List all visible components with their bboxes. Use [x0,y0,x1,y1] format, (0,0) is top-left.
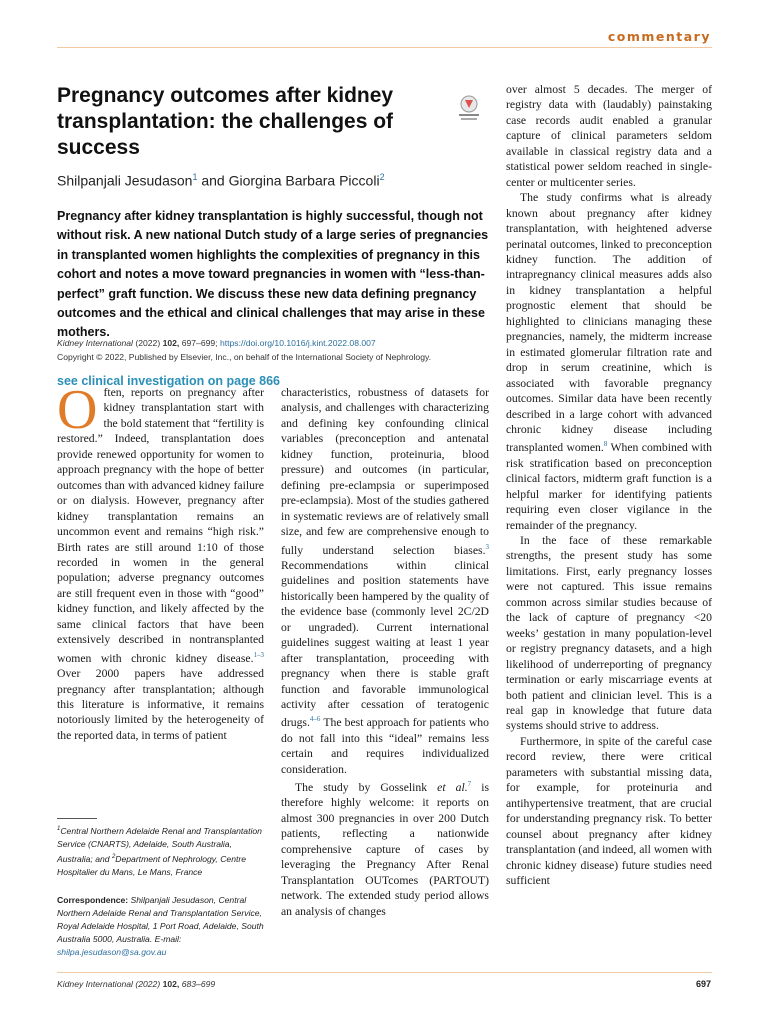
journal-name: Kidney International [57,338,133,348]
paragraph-text: In the face of these remarkable strengths, the present study has some limitations. First, early pregnancy losses were not captured. This issue remains common across similar studies because of the lack of capture of pregnancy <20 weeks’ gestation in many population-level or registry pregnancy datasets, and a high likelihood of underreporting of pregnancy termination or early miscarriage events at both patient and clinician level. This is a real gap in knowledge that future data systems should strive to address. [506,534,712,733]
paragraph [506,734,712,889]
paragraph-text: The study confirms what is already known about pregnancy after kidney transplantation, with heightened adverse perinatal outcomes, linked to preconception kidney function. The addition of intrapregnancy clinical measures adds also in kidney transplantation a helpful prognostic element that should be highlighted to clinicians managing these pregnancies, namely, the midterm increase in estimated glomerular filtration rate and drop in serum creatinine, which is associated with favorable pregnancy outcomes. Similar data have been recently described in a large cohort with advanced chronic kidney disease including transplanted women. [506,191,712,455]
paragraph-text: Furthermore, in spite of the careful case record review, there were critical parameters with substantial missing data, for example, for proteinuria and antihypertensive treatment, that are crucial for understanding pregnancy risk. To better counsel about pregnancy after kidney transplantation (and indeed, all women with chronic kidney disease) future studies need sufficient [506,734,712,887]
drop-cap: O [57,379,98,441]
author-separator: and [197,172,229,189]
citation-year: (2022) [132,338,163,348]
header-rule [57,47,712,48]
author-name: Shilpanjali Jesudason [57,172,193,189]
copyright: Copyright © 2022, Published by Elsevier, Inc., on behalf of the International Society of Nephrology. [57,352,432,362]
affiliation-marker: 2 [379,172,385,182]
paragraph-text: Over 2000 papers have addressed pregnancy after transplantation; although this literature is informative, it remains notoriously limited by the heterogeneity of the reported data, in terms of patient [57,667,264,742]
correspondence-footnote [57,894,267,959]
citation-ref[interactable]: 4–6 [309,715,321,724]
paragraph-text: The study by Gosselink [295,781,438,794]
footer-pages: 683–699 [179,979,216,989]
body-column-3 [506,82,712,888]
citation-ref[interactable]: 1–3 [253,650,264,659]
affiliation-marker: 2 [111,854,116,861]
check-for-updates-icon[interactable] [456,94,482,124]
correspondence-text: Shilpanjali Jesudason, Central Northern Adelaide Renal and Transplantation Service, Royal Adelaide Hospital, 1 Port Road, Adelaide, South Australia 5000, Australia. E-mail: [57,895,264,945]
citation-ref[interactable]: 3 [485,542,489,551]
paragraph-text: is therefore highly welcome: it reports on almost 300 pregnancies in over 200 Dutch patients, reflecting a nationwide comprehensive capture of cases by leveraging the Pregnancy After Renal Transplantation OUTcomes (PARTOUT) network. The extended study period allows an analysis of changes [281,781,490,918]
affiliation-text: Department of Nephrology, Centre Hospitalier du Mans, Le Mans, France [57,853,247,877]
article-title: Pregnancy outcomes after kidney transplantation: the challenges of success [57,84,394,159]
paragraph [506,82,712,190]
doi-link[interactable]: https://doi.org/10.1016/j.kint.2022.08.007 [219,338,376,348]
paragraph [506,533,712,734]
affiliations-footnote [57,823,267,879]
footer-year: (2022) [132,979,163,989]
footer-rule [57,972,712,973]
affiliation-marker: 1 [57,826,61,832]
paragraph-text: The best approach for patients who do not fall into this “ideal” remains less certain and requires individualized consideration. [281,716,489,776]
paragraph [281,777,489,919]
citation-block [57,336,507,364]
author-name: Giorgina Barbara Piccoli [228,172,380,189]
see-clinical-investigation-link[interactable]: see clinical investigation on page 866 [57,374,280,388]
email-link[interactable]: shilpa.jesudason@sa.gov.au [57,947,167,958]
footnote-rule [57,818,97,819]
body-column-2 [281,385,489,919]
citation-volume: 102, [162,338,180,348]
footer-volume: 102, [162,979,180,989]
page-number: 697 [695,979,711,989]
et-al: et al. [437,781,468,794]
abstract: Pregnancy after kidney transplantation is highly successful, though not without risk. A new national Dutch study of a large series of pregnancies in transplanted women highlights the complexities of pregnancy in this cohort and notes a move toward pregnancies in women with “less-than-perfect” graft function. We discuss these new data defining pregnancy outcomes and the ethical and clinical challenges that may arise in these mothers. [57,209,489,340]
paragraph-text: ften, reports on pregnancy after kidney transplantation start with the bold statement that “fertility is restored.” Indeed, transplantation does provide renewed opportunity for women to approach pregnancy with the hope of better outcomes than with advanced kidney failure or on dialysis. However, pregnancy after kidney transplantation remains an uncommon event and remains “high risk.” Birth rates are still around 1:10 of those recorded in women in the general population; adverse pregnancy outcomes are still frequent even in those with “good” kidney function, and likely affected by the same clinical factors that have been extensively described in nontransplanted women with chronic kidney disease. [57,386,264,665]
section-label: commentary [607,29,711,44]
citation-pages: 697–699; [179,338,220,348]
paragraph-text: When combined with risk stratification based on preconception clinical factors, midterm graft function is a helpful marker for identifying patients requiring even closer vigilance in the remainder of the pregnancy. [506,441,713,532]
paragraph-text: characteristics, robustness of datasets for analysis, and challenges with characterizing and defining key confounding clinical variables (preconception and antenatal kidney function, proteinuria, blood pressure) and outcomes (in particular, defining pre-eclampsia or superimposed pre-eclampsia). Most of the studies gathered in systematic reviews are of relatively small size, and few are comprehensive enough to fully understand selection biases. [281,386,489,557]
footer-journal: Kidney International [57,979,133,989]
paragraph [506,190,712,533]
paragraph-text: over almost 5 decades. The merger of registry data with (laudably) painstaking case records audit enabled a granular capture of clinical parameters seldom available in classical registry data and a statistical power seldom reached in single-center or multicenter series. [506,83,712,189]
author-list [57,172,517,189]
citation-line [57,336,507,350]
citation-ref[interactable]: 8 [603,440,608,449]
paragraph-text: Recommendations within clinical guidelines and position statements have historically been hampered by the quality of the evidence base (commonly level 2C/2D or ungraded). Current international guidelines suggest waiting at least 1 year after transplantation, proceeding with pregnancy when there is stable graft function and favorable immunological activity after cessation of teratogenic drugs. [281,558,489,730]
correspondence-label: Correspondence: [57,895,129,905]
paragraph [281,385,489,777]
affiliation-text: Central Northern Adelaide Renal and Transplantation Service (CNARTS), Adelaide, South Australia, Australia; and [57,825,262,864]
footer-citation [57,979,215,989]
affiliation-marker: 1 [192,172,198,182]
citation-ref[interactable]: 7 [467,780,472,789]
